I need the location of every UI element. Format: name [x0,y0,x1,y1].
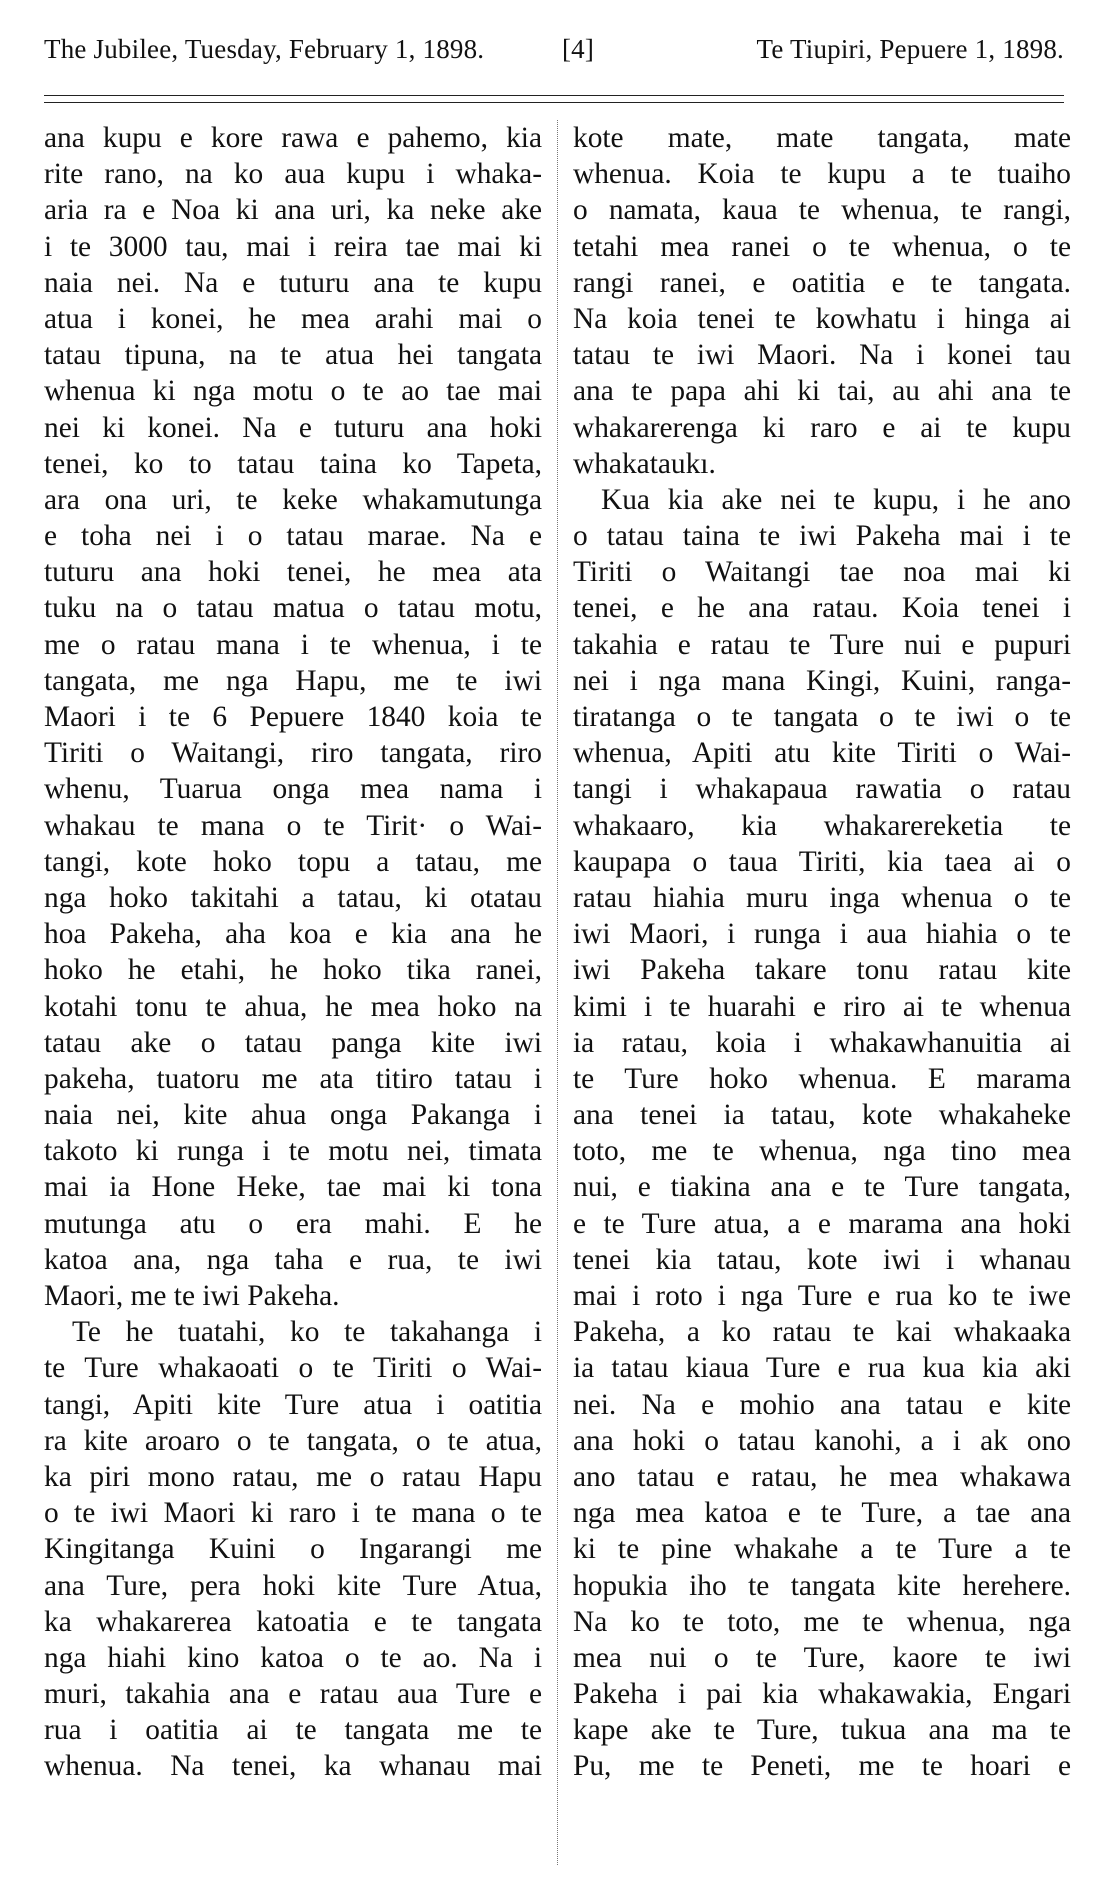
text-line: e toha nei i o tatau marae. Na e [44,520,542,553]
text-line: te Ture hoko whenua. E marama [573,1062,1071,1095]
text-line: o tatau taina te iwi Pakeha mai i te [573,520,1071,553]
text-line: ano tatau e ratau, he mea whakawa [573,1460,1071,1493]
text-line: Maori, me te iwi Pakeha. [44,1280,340,1312]
text-line: kimi i te huarahi e riro ai te whenua [573,990,1071,1023]
text-line: naia nei. Na e tuturu ana te kupu [44,266,542,299]
right-column [573,120,1071,1785]
text-line: kotahi tonu te ahua, he mea hoko na [44,990,542,1023]
text-line: Maori i te 6 Pepuere 1840 koia te [44,701,542,733]
left-column [44,120,542,1785]
text-line: Te he tuatahi, ko te takahanga i [72,1316,542,1349]
text-line: ana hoki o tatau kanohi, a i ak ono [573,1424,1071,1457]
text-line: Kua kia ake nei te kupu, i he ano [601,483,1071,516]
text-line: takoto ki runga i te motu nei, timata [44,1135,542,1168]
text-line: o te iwi Maori ki raro i te mana o te [44,1497,542,1530]
text-line: toto, me te whenua, nga tino mea [573,1135,1071,1168]
text-line: tuku na o tatau matua o tatau motu, [44,592,542,625]
text-line: aria ra e Noa ki ana uri, ka neke ake [44,194,542,227]
text-line: whenua, Apiti atu kite Tiriti o Wai- [573,737,1071,770]
text-line: mea nui o te Ture, kaore te iwi [573,1641,1071,1674]
text-line: tatau ake o tatau panga kite iwi [44,1026,542,1059]
masthead-maori-date: Te Tiupiri, Pepuere 1, 1898. [756,34,1064,64]
text-line: tangata, me nga Hapu, me te iwi [44,664,542,697]
text-line: ara ona uri, te keke whakamutunga [44,483,542,516]
text-line: Pakeha i pai kia whakawakia, Engari [573,1678,1071,1711]
text-line: ka piri mono ratau, me o ratau Hapu [44,1460,542,1493]
text-line: ka whakarerea katoatia e te tangata [44,1605,542,1638]
text-line: whakaaro, kia whakarereketia te [573,809,1071,842]
text-line: ana tenei ia tatau, kote whakaheke [573,1099,1071,1132]
header-rule-top [44,95,1064,96]
text-line: whakataukı. [573,447,716,480]
text-line: tatau te iwi Maori. Na i konei tau [573,339,1071,372]
text-line: atua i konei, he mea arahi mai o [44,302,542,335]
text-line: nei. Na e mohio ana tatau e kite [573,1388,1071,1421]
text-line: iwi Maori, i runga i aua hiahia o te [573,918,1071,951]
text-line: rangi ranei, e oatitia e te tangata. [573,266,1071,299]
masthead-english-date: The Jubilee, Tuesday, February 1, 1898. [44,34,485,64]
text-line: tangi, Apiti kite Ture atua i oatitia [44,1388,542,1421]
text-line: whakau te mana o te Tirit· o Wai- [44,809,542,842]
text-line: nei ki konei. Na e tuturu ana hoki [44,411,542,444]
text-line: Na koia tenei te kowhatu i hinga ai [573,302,1071,335]
masthead [44,34,1072,82]
text-line: ra kite aroaro o te tangata, o te atua, [44,1424,542,1457]
text-line: rite rano, na ko aua kupu i whaka- [44,158,542,191]
text-line: Pakeha, a ko ratau te kai whakaaka [573,1316,1071,1349]
text-line: ratau hiahia muru inga whenua o te [573,881,1071,914]
text-line: tenei kia tatau, kote iwi i whanau [573,1243,1071,1276]
text-line: me o ratau mana i te whenua, i te [44,628,542,661]
text-line: Kingitanga Kuini o Ingarangi me [44,1533,542,1566]
text-line: whenu, Tuarua onga mea nama i [44,773,542,806]
text-line: mai ia Hone Heke, tae mai ki tona [44,1171,542,1204]
text-line: e te Ture atua, a e marama ana hoki [573,1207,1071,1240]
text-line: i te 3000 tau, mai i reira tae mai ki [44,230,542,263]
text-line: tangi, kote hoko topu a tatau, me [44,845,542,878]
text-line: rua i oatitia ai te tangata me te [44,1714,542,1747]
text-line: hopukia iho te tangata kite herehere. [573,1569,1071,1602]
text-line: nga hiahi kino katoa o te ao. Na i [44,1641,542,1674]
text-line: takahia e ratau te Ture nui e pupuri [573,628,1071,661]
text-line: Tiriti o Waitangi, riro tangata, riro [44,737,542,770]
column-divider [557,120,558,1865]
text-line: hoa Pakeha, aha koa e kia ana he [44,918,542,951]
text-line: Tiriti o Waitangi tae noa mai ki [573,556,1071,589]
text-line: hoko he etahi, he hoko tika ranei, [44,954,542,987]
text-line: tenei, ko to tatau taina ko Tapeta, [44,447,542,480]
text-line: Pu, me te Peneti, me te hoari e [573,1750,1071,1783]
text-line: whenua. Na tenei, ka whanau mai [44,1750,542,1783]
text-line: whakarerenga ki raro e ai te kupu [573,411,1071,444]
text-line: tatau tipuna, na te atua hei tangata [44,339,542,372]
text-line: tetahi mea ranei o te whenua, o te [573,230,1071,263]
text-line: ana kupu e kore rawa e pahemo, kia [44,122,542,154]
page-number: [4] [561,34,595,64]
text-line: tiratanga o te tangata o te iwi o te [573,701,1071,733]
text-line: Na ko te toto, me te whenua, nga [573,1605,1071,1638]
text-line: iwi Pakeha takare tonu ratau kite [573,954,1071,987]
text-line: mutunga atu o era mahi. E he [44,1207,542,1240]
text-line: tuturu ana hoki tenei, he mea ata [44,556,542,589]
text-line: kote mate, mate tangata, mate [573,122,1071,154]
text-line: nga hoko takitahi a tatau, ki otatau [44,881,542,914]
text-line: naia nei, kite ahua onga Pakanga i [44,1099,542,1132]
text-line: whenua ki nga motu o te ao tae mai [44,375,542,408]
text-line: tenei, e he ana ratau. Koia tenei i [573,592,1071,625]
text-line: ana te papa ahi ki tai, au ahi ana te [573,375,1071,408]
text-line: nei i nga mana Kingi, Kuini, ranga- [573,664,1071,697]
text-line: kaupapa o taua Tiriti, kia taea ai o [573,845,1071,878]
text-line: te Ture whakaoati o te Tiriti o Wai- [44,1352,542,1385]
text-line: tangi i whakapaua rawatia o ratau [573,773,1071,806]
text-line: ki te pine whakahe a te Ture a te [573,1533,1071,1566]
text-line: muri, takahia ana e ratau aua Ture e [44,1678,542,1711]
text-line: mai i roto i nga Ture e rua ko te iwe [573,1280,1071,1312]
text-line: nui, e tiakina ana e te Ture tangata, [573,1171,1071,1204]
text-line: kape ake te Ture, tukua ana ma te [573,1714,1071,1747]
text-line: pakeha, tuatoru me ata titiro tatau i [44,1062,542,1095]
text-line: ia tatau kiaua Ture e rua kua kia aki [573,1352,1071,1385]
text-line: ia ratau, koia i whakawhanuitia ai [573,1026,1071,1059]
text-line: ana Ture, pera hoki kite Ture Atua, [44,1569,542,1602]
text-line: whenua. Koia te kupu a te tuaiho [573,158,1071,191]
text-line: katoa ana, nga taha e rua, te iwi [44,1243,542,1276]
text-line: nga mea katoa e te Ture, a tae ana [573,1497,1071,1530]
header-rule-bottom [44,102,1064,103]
text-line: o namata, kaua te whenua, te rangi, [573,194,1071,227]
